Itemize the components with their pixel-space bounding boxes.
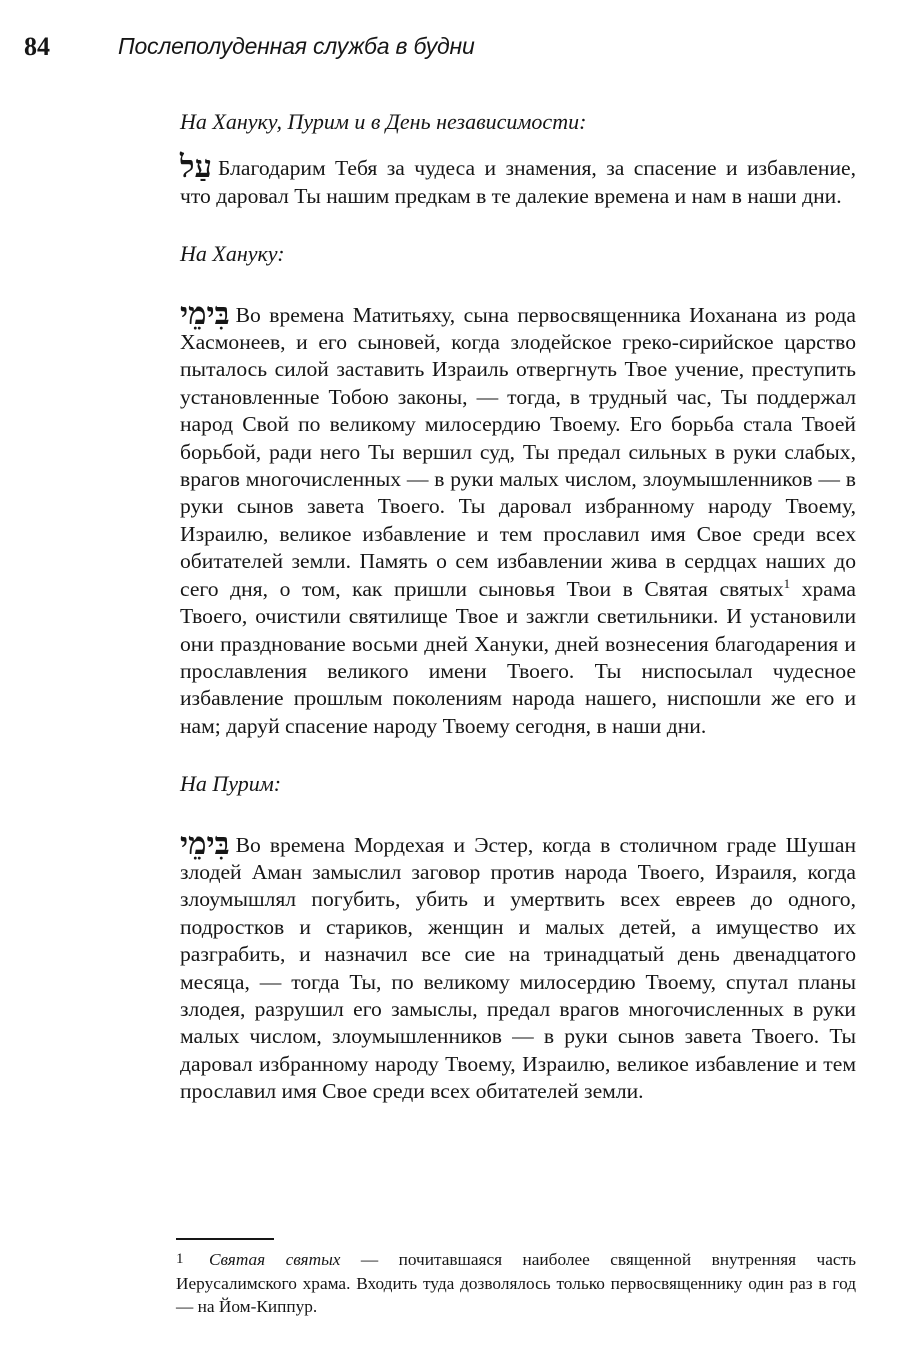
- prayer-purim: [180, 825, 856, 1106]
- prayer-text: Благодарим Тебя за чудеса и знамения, за спасение и избавление, что даровал Ты нашим предкам в те далекие времена и нам в наши дни.: [180, 156, 856, 208]
- prayer-text: Во времена Матитьяху, сына первосвященника Иоханана из рода Хасмонеев, и его сыновей, когда злодейское греко-сирийское царство пыталось силой заставить Израиль отвергнуть Твое учение, преступить установленные Тобою законы, — тогда, в трудный час, Ты поддержал народ Свой по великому милосердию Твоему. Его борьба стала Твоей борьбой, ради него Ты вершил суд, Ты предал сильных в руки слабых, врагов многочисленных — в руки малых числом, злоумышленников — в руки сынов завета Твоего. Ты даровал избранному народу Твоему, Израилю, великое избавление и тем прославил имя Свое среди всех обитателей земли. Память о сем избавлении жива в сердцах наших до сего дня, о том, как пришли сыновья Твои в Святая святых: [180, 302, 856, 601]
- footnote: [176, 1248, 856, 1319]
- prayer-hanukkah: [180, 295, 856, 741]
- footnote-divider: [176, 1238, 274, 1240]
- footnote-text: — почитавшаяся наиболее священной внутренняя часть Иерусалимского храма. Входить туда дозволялось только первосвященнику один раз в год — на Йом-Киппур.: [176, 1250, 856, 1317]
- prayer-al-hanisim: [180, 149, 856, 210]
- running-title: Послеполуденная служба в будни: [118, 33, 475, 59]
- hebrew-lead-word: בִּימֵי: [180, 295, 230, 332]
- prayer-text: Во времена Мордехая и Эстер, когда в столичном граде Шушан злодей Аман замыслил заговор против народа Твоего, Израиля, когда злоумышлял погубить, убить и умертвить всех евреев до одного, подростков и стариков, женщин и малых детей, а имущество их разграбить, и назначил все сие на тринадцатый день двенадцатого месяца, — тогда Ты, по великому милосердию Твоему, спутал планы злодея, разрушил его замыслы, предал врагов многочисленных в руки малых числом, злоумышленников — в руки сынов завета Твоего. Ты даровал избранному народу Твоему, Израилю, великое избавление и тем прославил имя Свое среди всех обитателей земли.: [180, 832, 856, 1104]
- prayer-text-continued: храма Твоего, очистили святилище Твое и зажгли светильники. И установили они празднование восьми дней Хануки, дней вознесения благодарения и прославления великого имени Твоего. Ты ниспосылал чудесное избавление прошлым поколениям народа нашего, ниспошли же его и нам; даруй спасение народу Твоему сегодня, в наши дни.: [180, 576, 856, 738]
- page-number: 84: [24, 32, 50, 61]
- section-heading-all-holidays: На Хануку, Пурим и в День независимости:: [180, 109, 587, 134]
- footnote-term: Святая святых: [209, 1250, 341, 1269]
- footnote-reference[interactable]: 1: [783, 575, 791, 591]
- section-heading-hanukkah: На Хануку:: [180, 241, 285, 267]
- running-head: [24, 28, 864, 68]
- main-text: [180, 108, 856, 1106]
- section-heading-purim: На Пурим:: [180, 771, 282, 797]
- hebrew-lead-word: בִּימֵי: [180, 825, 230, 862]
- hebrew-lead-word: עַל: [180, 149, 213, 186]
- footnote-number: 1: [176, 1251, 184, 1267]
